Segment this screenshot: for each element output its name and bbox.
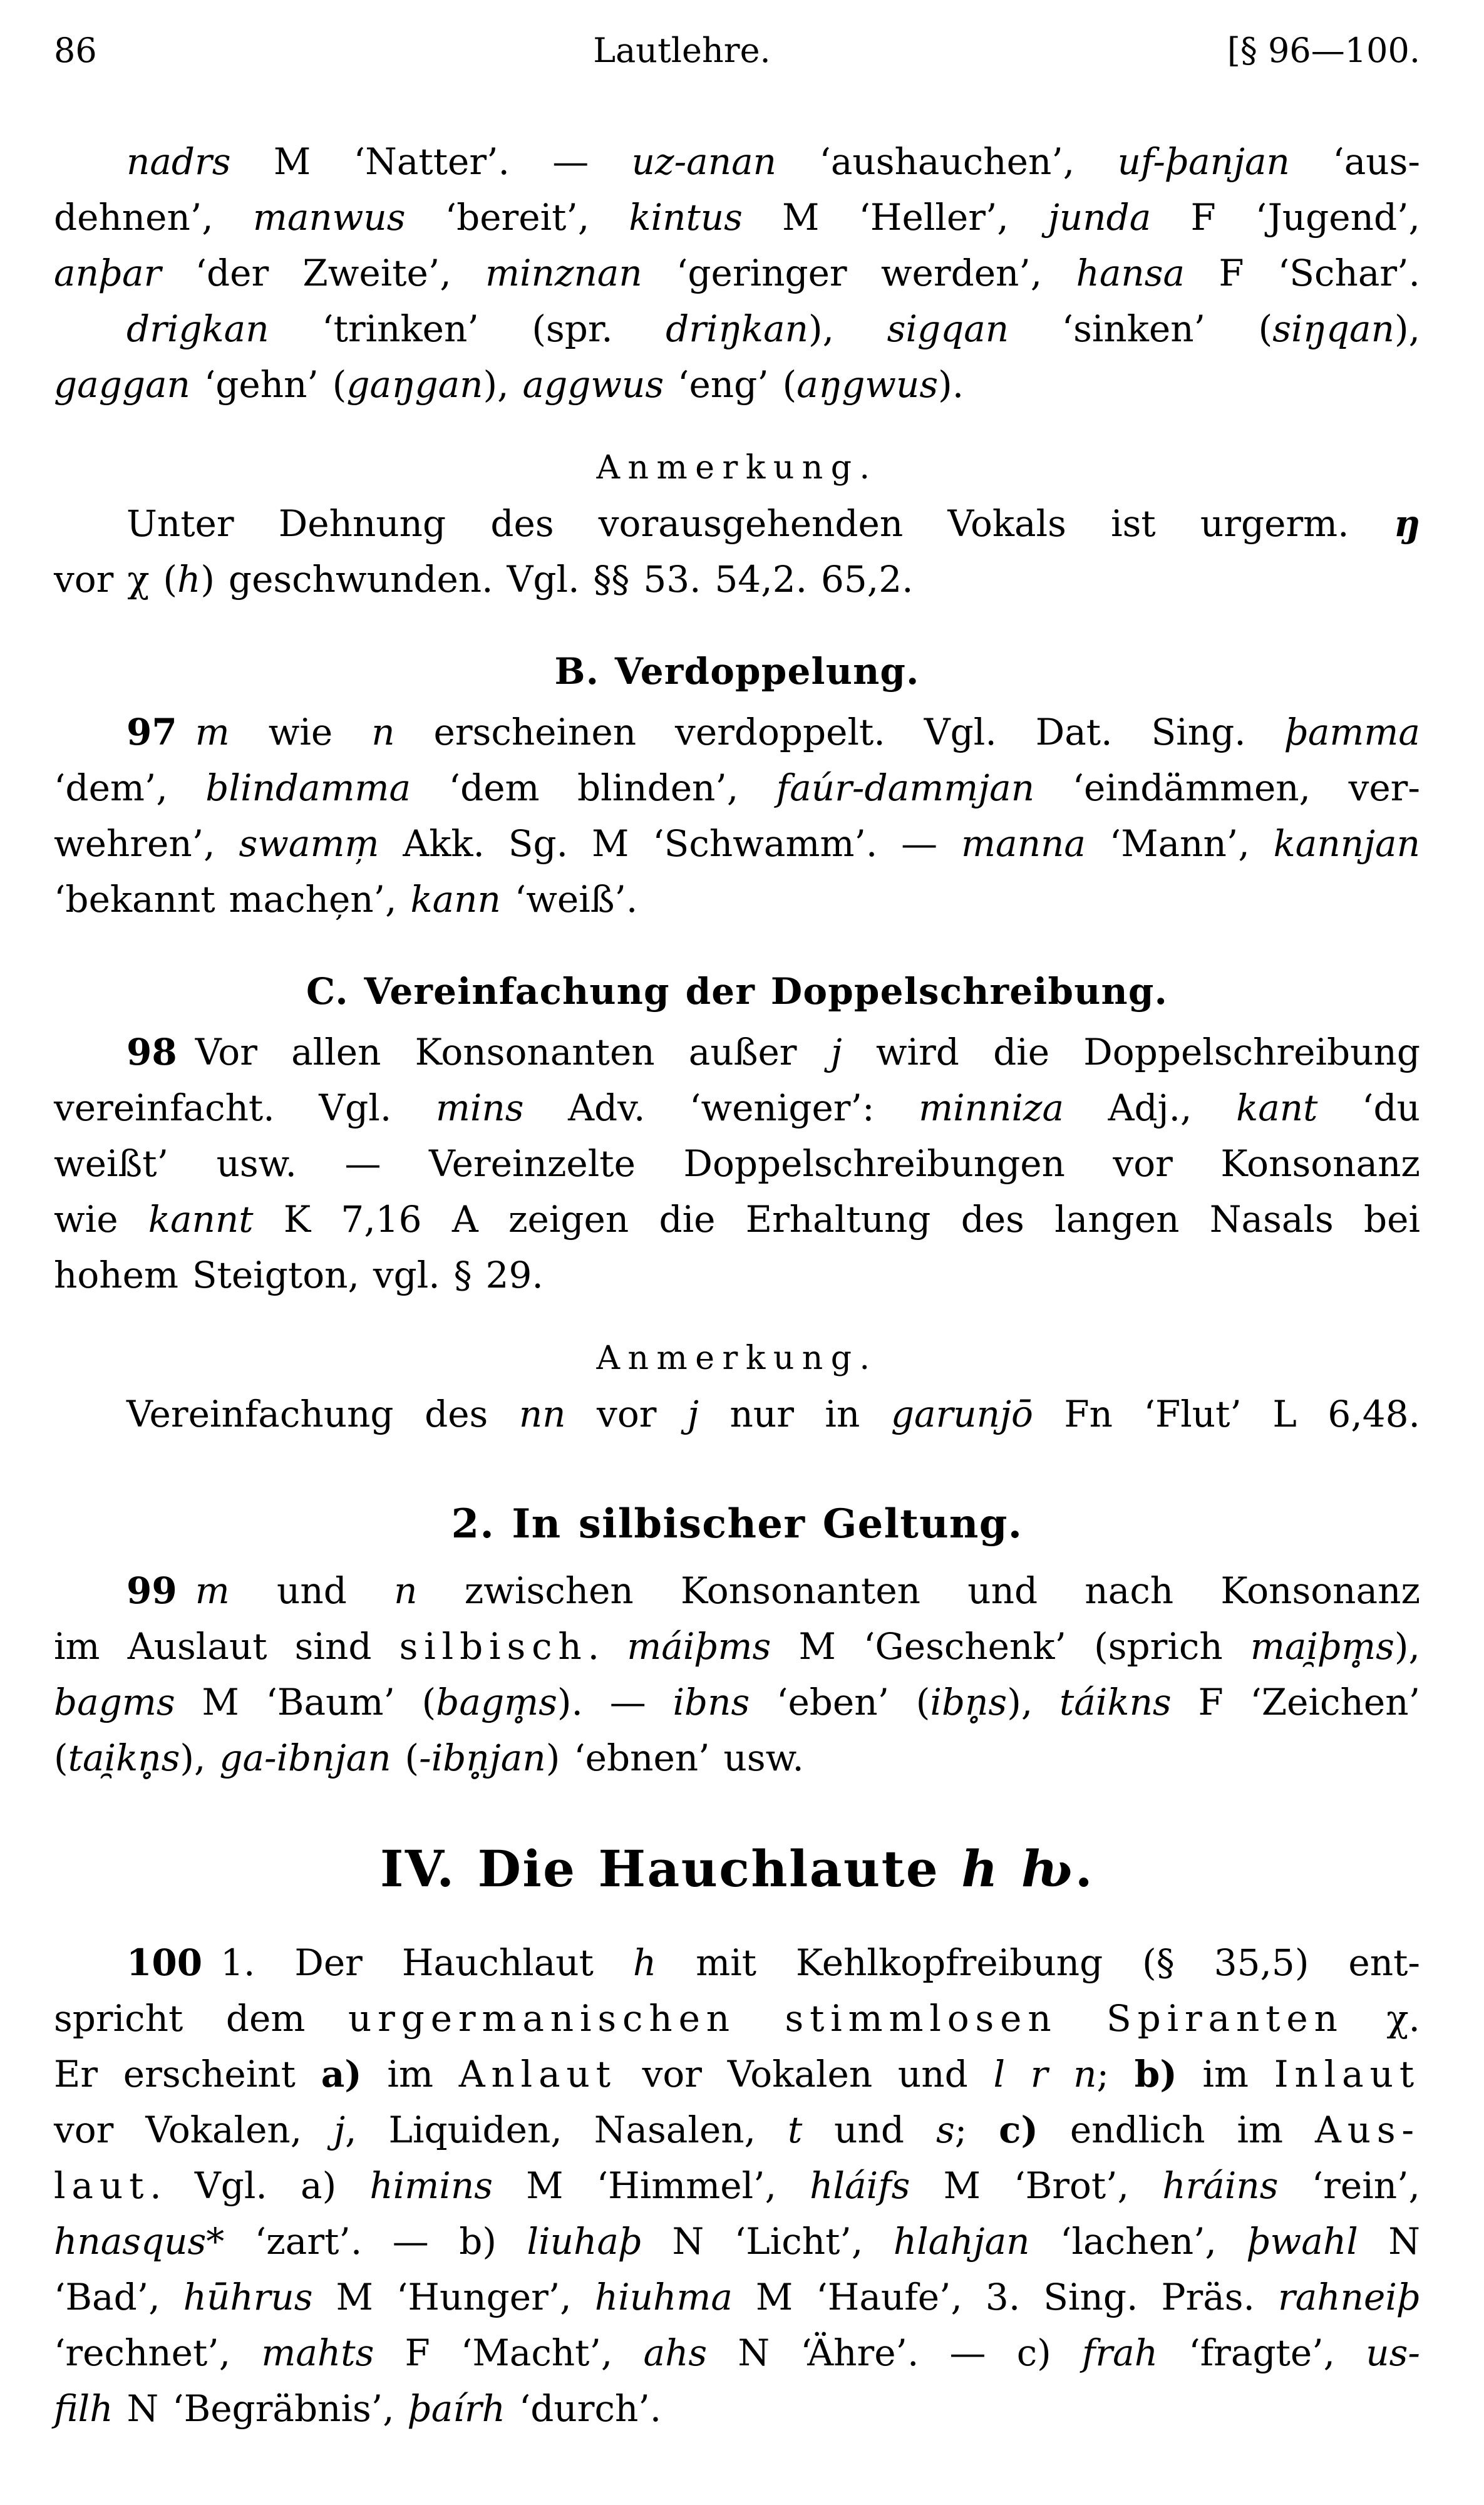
text-line: vereinfacht. Vgl. mins Adv. ‘weniger’: minniza Adj., kant ‘du [54,1087,1420,1129]
text-line: 100 1. Der Hauchlaut h mit Kehlkopfreibung (§ 35,5) ent- [126,1941,1420,1984]
text-line: ‘rechnet’, mahts F ‘Macht’, ahs N ‘Ähre’. — c) frah ‘fragte’, us- [54,2332,1420,2374]
text-line: hnasqus* ‘zart’. — b) liuhaþ N ‘Licht’, hlahjan ‘lachen’, þwahl N [54,2220,1420,2263]
text-line: Er erscheint a) im Anlaut vor Vokalen und l r n; b) im Inlaut [54,2053,1420,2095]
text-line: ‘Bad’, hūhrus M ‘Hunger’, hiuhma M ‘Haufe’, 3. Sing. Präs. rahneiþ [54,2276,1420,2318]
text-line: bagms M ‘Baum’ (bagm̥s). — ibns ‘eben’ (ibn̥s), táikns F ‘Zeichen’ [54,1681,1420,1723]
text-line: filh N ‘Begräbnis’, þaírh ‘durch’. [54,2387,662,2430]
text-line: 99 m und n zwischen Konsonanten und nach Konsonanz [126,1569,1420,1612]
text-line: dehnen’, manwus ‘bereit’, kintus M ‘Heller’, junda F ‘Jugend’, [54,196,1420,239]
text-line: B. Verdoppelung. [554,650,920,693]
text-line: Anmerkung. [596,449,878,487]
text-line: C. Vereinfachung der Doppelschreibung. [306,970,1168,1013]
paragraph-98 [54,1025,1420,1303]
page-header [54,29,1420,73]
page-body [54,134,1420,2437]
paragraph-100 [54,1935,1420,2437]
paragraph-99 [54,1563,1420,1786]
text-line: IV. Die Hauchlaute h ƕ. [380,1839,1094,1898]
text-line: hohem Steigton, vgl. § 29. [54,1254,544,1296]
text-line: Unter Dehnung des vorausgehenden Vokals ist urgerm. ŋ [126,502,1420,545]
paragraph-96-nasal-examples [54,134,1420,301]
text-line: ‘dem’, blindamma ‘dem blinden’, faúr-dammjan ‘eindämmen, ver- [54,767,1420,809]
text-line: Vereinfachung des nn vor j nur in garunjō Fn ‘Flut’ L 6,48. [126,1393,1420,1435]
text-line: spricht dem urgermanischen stimmlosen Spiranten χ. [54,1997,1420,2040]
text-line: vor χ (h) geschwunden. Vgl. §§ 53. 54,2. 65,2. [54,558,914,601]
anmerkung-2-text [54,1387,1420,1442]
text-line: nadrs M ‘Natter’. — uz-anan ‘aushauchen’, uf-þanjan ‘aus- [126,140,1420,183]
heading-c-vereinfachung [54,964,1420,1020]
text-line: drigkan ‘trinken’ (spr. driŋkan), sigqan ‘sinken’ (siŋqan), [126,307,1421,350]
heading-2-in-silbischer-geltung [54,1496,1420,1552]
text-line: gaggan ‘gehn’ (gaŋgan), aggwus ‘eng’ (aŋgwus). [54,363,964,406]
text-line: wie kannt K 7,16 A zeigen die Erhaltung des langen Nasals bei [54,1198,1421,1241]
text-line: im Auslaut sind silbisch. máiþms M ‘Geschenk’ (sprich mai̯þm̥s), [54,1625,1420,1668]
text-line: vor Vokalen, j, Liquiden, Nasalen, t und s; c) endlich im Aus- [54,2109,1420,2151]
heading-iv-die-hauchlaute [54,1837,1420,1900]
section-range: [§ 96—100. [1227,31,1420,70]
heading-b-verdoppelung [54,644,1420,700]
paragraph-96-gg-examples [54,301,1420,413]
page-number: 86 [54,31,97,70]
text-line: 98 Vor allen Konsonanten außer j wird die Doppelschreibung [126,1031,1420,1073]
text-line: (tai̯kn̥s), ga-ibnjan (-ibn̥jan) ‘ebnen’ usw. [54,1737,804,1779]
paragraph-97 [54,705,1420,927]
text-line: wehren’, swamm̦ Akk. Sg. M ‘Schwamm’. — manna ‘Mann’, kannjan [54,822,1420,865]
anmerkung-heading-1 [54,440,1420,496]
text-line: ‘bekannt mache̦n’, kann ‘weiß’. [54,878,638,921]
text-line: laut. Vgl. a) himins M ‘Himmel’, hláifs M ‘Brot’, hráins ‘rein’, [54,2164,1420,2207]
anmerkung-heading-2 [54,1331,1420,1387]
text-line: anþar ‘der Zweite’, minznan ‘geringer werden’, hansa F ‘Schar’. [54,252,1420,294]
text-line: 2. In silbischer Geltung. [451,1500,1023,1547]
text-line: Anmerkung. [596,1340,878,1377]
anmerkung-1-text [54,496,1420,607]
running-title: Lautlehre. [593,31,771,70]
text-line: weißt’ usw. — Vereinzelte Doppelschreibungen vor Konsonanz [54,1142,1420,1185]
text-line: 97 m wie n erscheinen verdoppelt. Vgl. Dat. Sing. þamma [126,711,1420,753]
